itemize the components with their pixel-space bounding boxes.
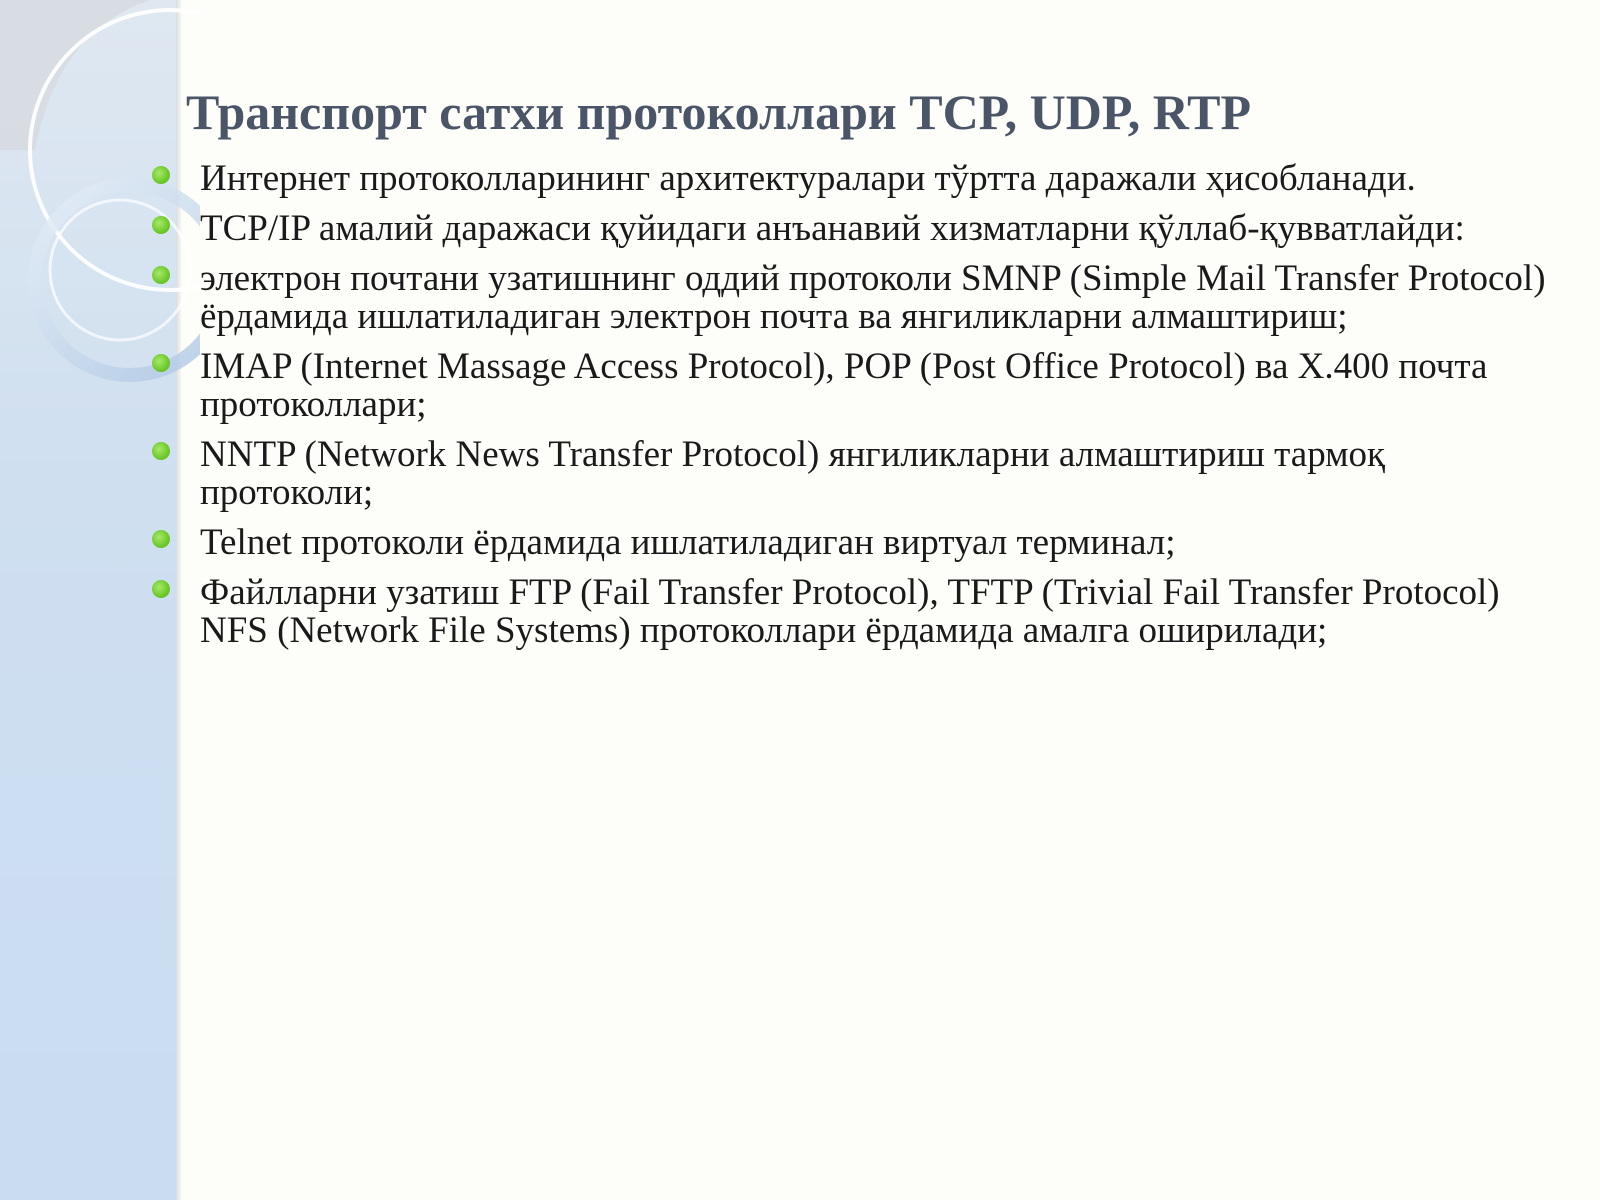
bullet-text: Файлларни узатиш FTP (Fail Transfer Protocol), TFTP (Trivial Fail Transfer Protocol) NFS (Network File Systems) протоколлари ёрдамида амалга оширилади;: [200, 572, 1500, 651]
bullet-dot-icon: [152, 266, 170, 284]
bullet-text: IMAP (Internet Massage Access Protocol), POP (Post Office Protocol) ва X.400 почта протоколлари;: [200, 346, 1488, 425]
bullet-text: Интернет протоколларининг архитектуралари тўртта даражали ҳисобланади.: [200, 158, 1416, 199]
bullet-list: [150, 160, 1560, 662]
list-item: [150, 260, 1560, 336]
bullet-text: электрон почтани узатишнинг оддий протоколи SMNP (Simple Mail Transfer Protocol) ёрдамида ишлатиладиган электрон почта ва янгиликларни алмаштириш;: [200, 258, 1546, 337]
list-item: [150, 348, 1560, 424]
list-item: [150, 524, 1560, 562]
list-item: [150, 160, 1560, 198]
list-item: [150, 436, 1560, 512]
list-item: [150, 210, 1560, 248]
bullet-dot-icon: [152, 530, 170, 548]
bullet-dot-icon: [152, 442, 170, 460]
bullet-dot-icon: [152, 354, 170, 372]
bullet-text: TCP/IP амалий даражаси қуйидаги анъанавий хизматларни қўллаб-қувватлайди:: [200, 208, 1465, 249]
bullet-dot-icon: [152, 216, 170, 234]
bullet-text: Telnet протоколи ёрдамида ишлатиладиган виртуал терминал;: [200, 522, 1176, 563]
corner-shade: [0, 0, 150, 150]
list-item: [150, 574, 1560, 650]
bullet-text: NNTP (Network News Transfer Protocol) янгиликларни алмаштириш тармоқ протоколи;: [200, 434, 1386, 513]
bullet-dot-icon: [152, 580, 170, 598]
bullet-dot-icon: [152, 166, 170, 184]
slide-title: Транспорт сатхи протоколлари TCP, UDP, RTP: [186, 84, 1252, 140]
